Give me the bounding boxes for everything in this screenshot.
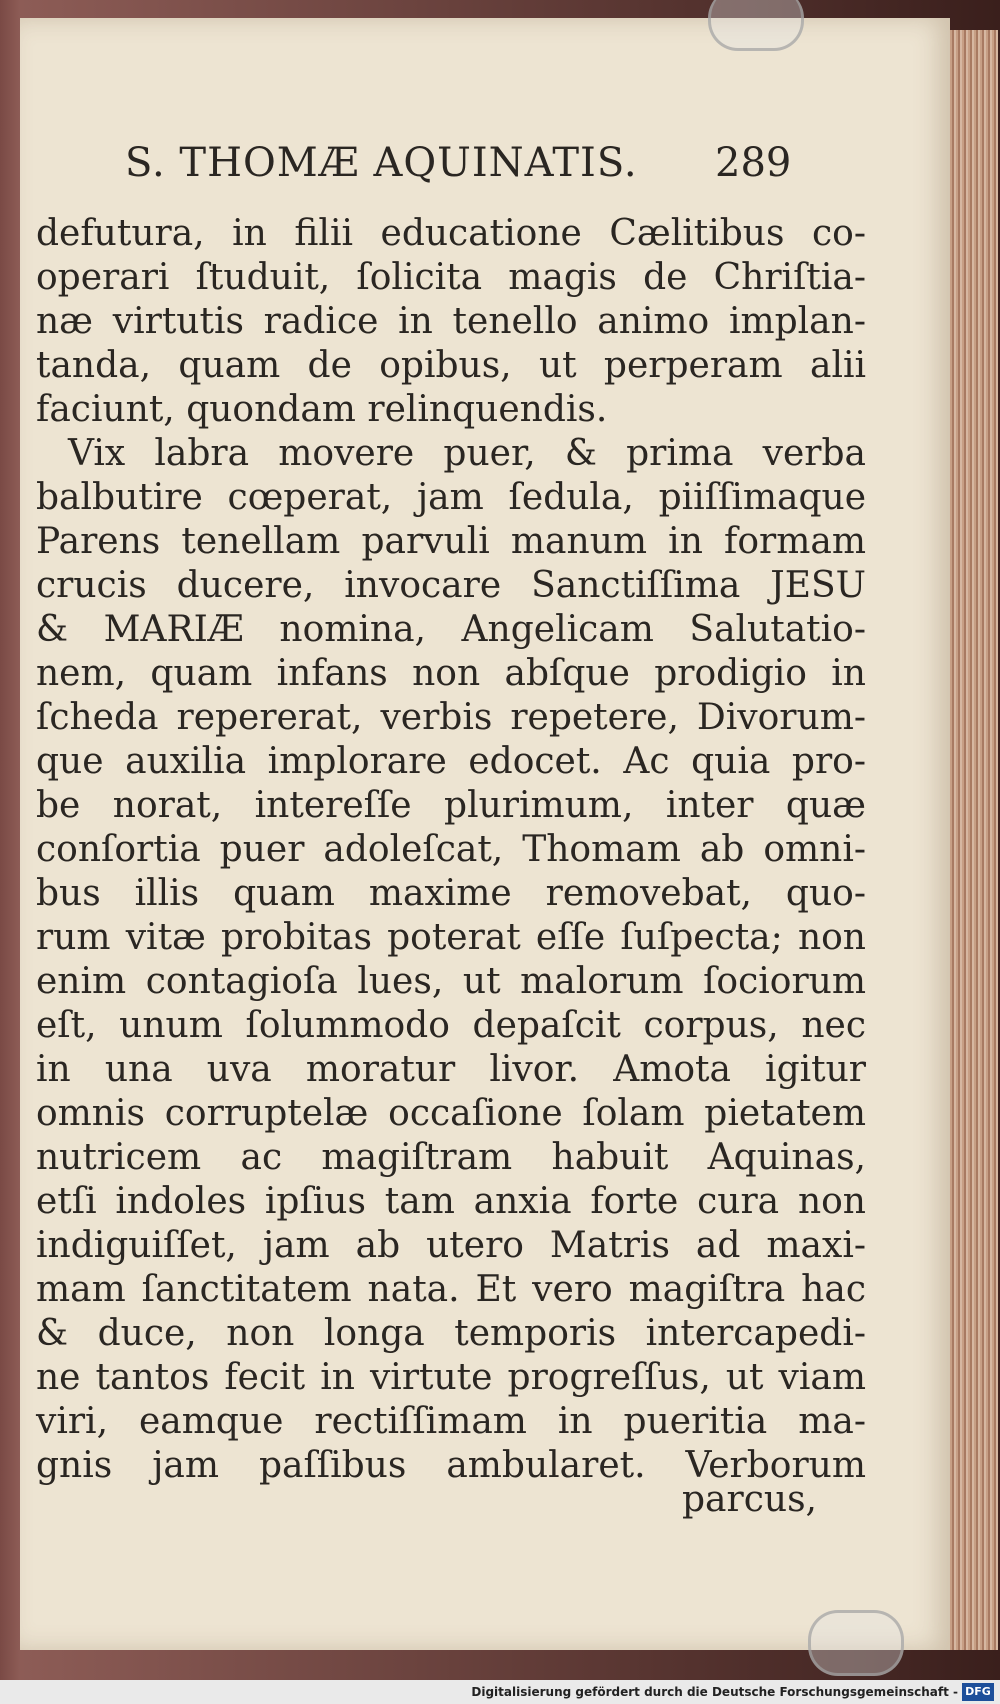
text-line: ſcheda repererat, verbis repetere, Divorum-	[36, 697, 866, 738]
text-line: ne tantos fecit in virtute progreſſus, ut viam	[36, 1357, 866, 1398]
page-edge	[950, 30, 998, 1650]
footer-strip	[0, 1680, 1000, 1704]
text-line: faciunt, quondam relinquendis.	[36, 389, 608, 430]
running-head	[125, 138, 825, 188]
text-line: bus illis quam maxime removebat, quo-	[36, 873, 866, 914]
text-line: & MARIÆ nomina, Angelicam Salutatio-	[36, 609, 866, 650]
text-line: nutricem ac magiſtram habuit Aquinas,	[36, 1137, 866, 1178]
text-line: operari ſtuduit, ſolicita magis de Chriſtia-	[36, 257, 866, 298]
page-number: 289	[715, 140, 792, 186]
catchword: parcus,	[682, 1479, 817, 1520]
text-line: & duce, non longa temporis intercapedi-	[36, 1313, 866, 1354]
dfg-logo[interactable]: DFG	[962, 1683, 994, 1701]
text-line: balbutire cœperat, jam ſedula, piiſſimaque	[36, 477, 866, 518]
text-line: be norat, intereſſe plurimum, inter quæ	[36, 785, 866, 826]
text-line: que auxilia implorare edocet. Ac quia pro-	[36, 741, 866, 782]
text-line: Vix labra movere puer, & prima verba	[68, 433, 866, 474]
text-line: viri, eamque rectiſſimam in pueritia ma-	[36, 1401, 866, 1442]
footer-credit: Digitalisierung gefördert durch die Deutsche Forschungsgemeinschaft -	[471, 1685, 958, 1699]
text-line: omnis corruptelæ occaſione ſolam pietatem	[36, 1093, 866, 1134]
text-line: crucis ducere, invocare Sanctiſſima JESU	[36, 565, 866, 606]
text-line: næ virtutis radice in tenello animo implan-	[36, 301, 866, 342]
text-line: Parens tenellam parvuli manum in formam	[36, 521, 866, 562]
text-line: mam ſanctitatem nata. Et vero magiſtra hac	[36, 1269, 866, 1310]
bottom-clip	[808, 1610, 904, 1676]
text-line: in una uva moratur livor. Amota igitur	[36, 1049, 866, 1090]
text-line: rum vitæ probitas poterat eſſe ſuſpecta; non	[36, 917, 866, 958]
text-line: tanda, quam de opibus, ut perperam alii	[36, 345, 866, 386]
text-line: nem, quam infans non abſque prodigio in	[36, 653, 866, 694]
text-line: conſortia puer adoleſcat, Thomam ab omni-	[36, 829, 866, 870]
top-clip	[708, 0, 804, 51]
text-line: gnis jam paſſibus ambularet. Verborum	[36, 1445, 866, 1486]
text-line: etſi indoles ipſius tam anxia forte cura non	[36, 1181, 866, 1222]
text-line: eſt, unum ſolummodo depaſcit corpus, nec	[36, 1005, 866, 1046]
text-line: defutura, in filii educatione Cælitibus co-	[36, 213, 866, 254]
text-line: indiguiſſet, jam ab utero Matris ad maxi-	[36, 1225, 866, 1266]
body-text	[36, 212, 866, 1488]
running-head-title: S. THOMÆ AQUINATIS.	[125, 140, 638, 186]
text-line: enim contagioſa lues, ut malorum ſociorum	[36, 961, 866, 1002]
